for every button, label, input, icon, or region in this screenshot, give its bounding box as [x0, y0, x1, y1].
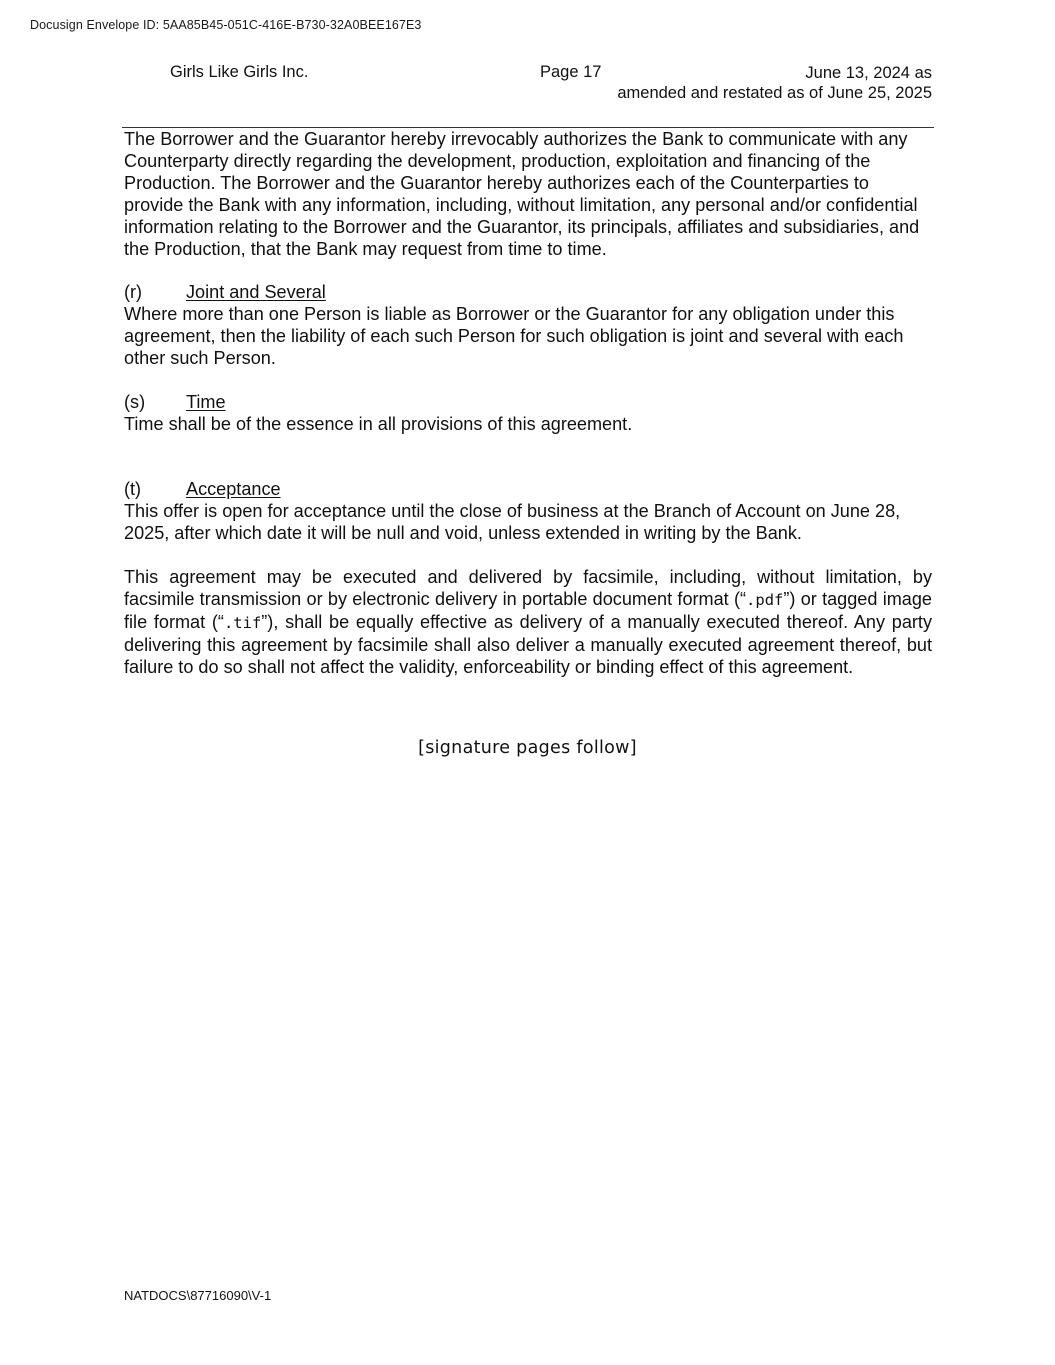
- header-company-name: Girls Like Girls Inc.: [170, 63, 309, 81]
- page-header: [124, 62, 932, 128]
- intro-paragraph: The Borrower and the Guarantor hereby irrevocably authorizes the Bank to communicate with any Counterparty directly regarding the development, production, exploitation and financing of the Production. The Borrower and the Guarantor hereby authorizes each of the Counterparties to provide the Bank with any information, including, without limitation, any personal and/or confidential information relating to the Borrower and the Guarantor, its principals, affiliates and subsidiaries, and the Production, that the Bank may request from time to time.: [124, 129, 920, 259]
- section-text: This offer is open for acceptance until the close of business at the Branch of Account on June 28, 2025, after which date it will be null and void, unless extended in writing by the Bank.: [124, 501, 901, 544]
- section-heading: [124, 282, 932, 304]
- section-text: Where more than one Person is liable as Borrower or the Guarantor for any obligation under this agreement, then the liability of each such Person for such obligation is joint and several with each other such Person.: [124, 304, 904, 369]
- docusign-envelope-id: Docusign Envelope ID: 5AA85B45-051C-416E-B730-32A0BEE167E3: [30, 18, 422, 32]
- section-title: Joint and Several: [186, 282, 326, 303]
- section-text: Time shall be of the essence in all provisions of this agreement.: [124, 413, 633, 434]
- signature-pages-follow-note: [signature pages follow]: [418, 738, 637, 758]
- document-body: [124, 129, 932, 679]
- pdf-extension: .pdf: [746, 590, 784, 609]
- header-date-line-2: amended and restated as of June 25, 2025: [617, 84, 932, 102]
- section-number: (r): [124, 282, 143, 303]
- section-s: [124, 392, 932, 436]
- section-heading: [124, 392, 932, 414]
- section-t: [124, 479, 932, 545]
- header-date: [617, 63, 932, 103]
- execution-text-3: ”), shall be equally effective as delivery of a manually executed thereof. Any party delivering this agreement by facsimile shall also deliver a manually executed agreement thereof, but failure to do so shall not affect the validity, enforceability or binding effect of this agreement.: [124, 611, 932, 677]
- header-page-number: Page 17: [540, 63, 602, 81]
- section-title: Acceptance: [186, 479, 281, 500]
- execution-text-1: This agreement may be executed and delivered by facsimile, including, without limitation, by facsimile transmission or by electronic delivery in portable document format (“: [124, 567, 932, 609]
- execution-paragraph: [124, 567, 932, 679]
- footer-document-id: NATDOCS\87716090\V-1: [124, 1288, 272, 1303]
- section-number: (t): [124, 479, 142, 500]
- header-date-line-1: June 13, 2024 as: [805, 64, 932, 82]
- header-rule: [122, 127, 934, 128]
- section-number: (s): [124, 391, 146, 412]
- execution-text-2: ”) or tagged image file format (“: [124, 588, 932, 632]
- section-title: Time: [186, 391, 226, 412]
- tif-extension: .tif: [223, 613, 262, 632]
- section-r: [124, 282, 932, 370]
- section-heading: [124, 479, 932, 501]
